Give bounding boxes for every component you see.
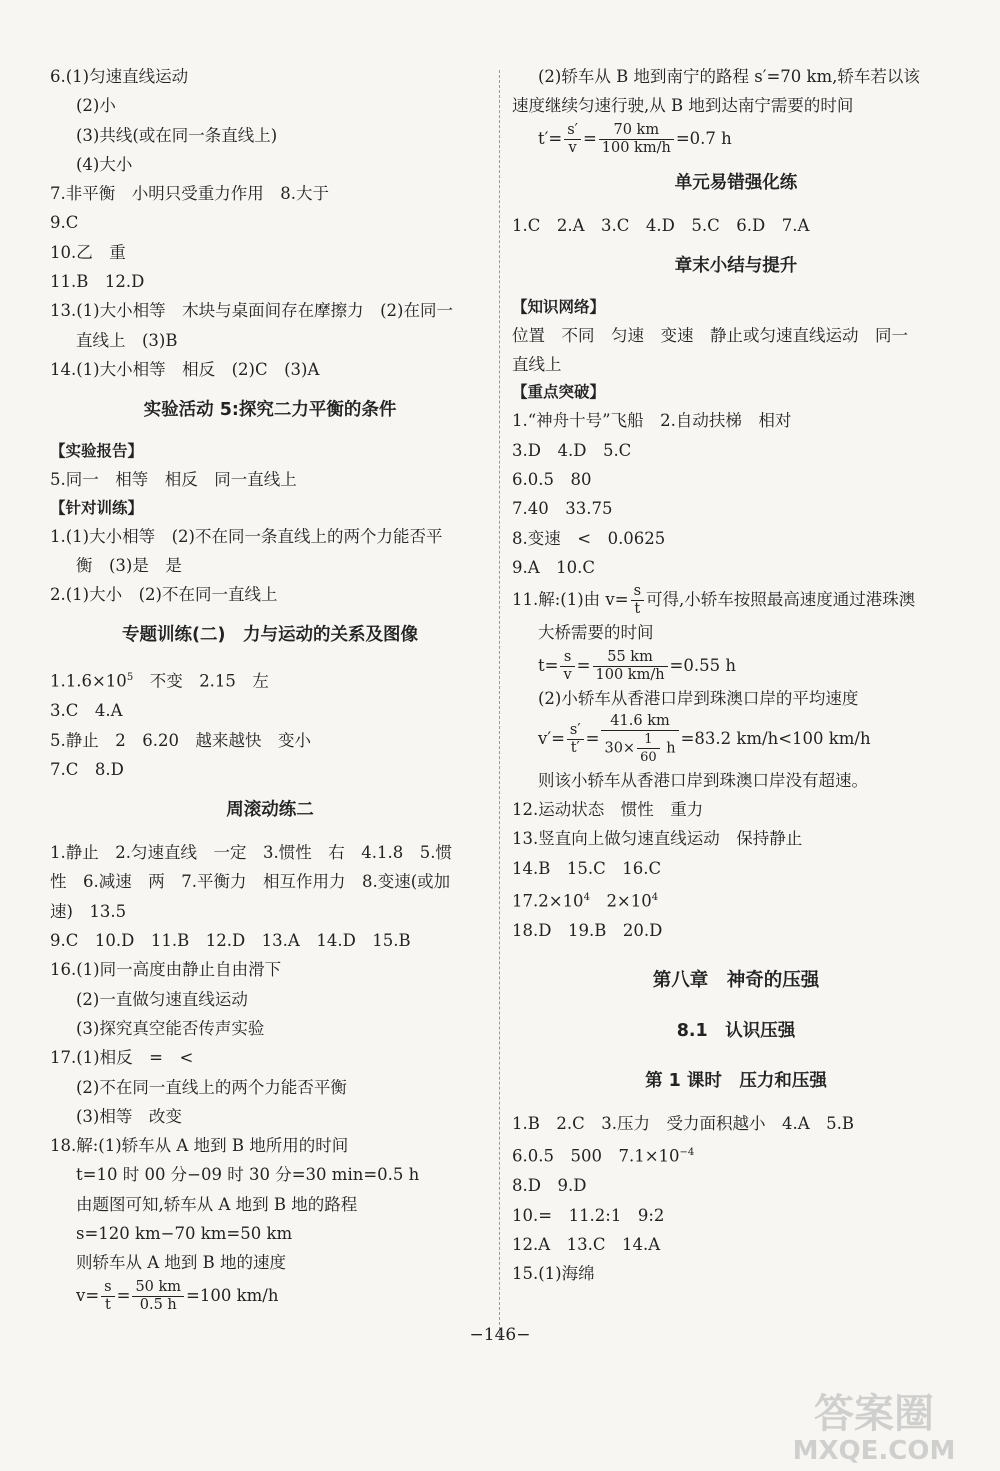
section-heading: 专题训练(二) 力与运动的关系及图像: [122, 625, 418, 646]
section-heading: 周滚动练二: [226, 800, 314, 821]
answer-line: 6.(1)匀速直线运动: [50, 67, 189, 86]
answer-line: [512, 1138, 960, 1171]
superscript: 5: [126, 672, 134, 684]
text: 不变 2.15 左: [133, 671, 269, 691]
answer-line: [512, 582, 960, 618]
equation: [50, 1278, 490, 1314]
lesson-heading: 第 1 课时 压力和压强: [645, 1071, 827, 1092]
denominator: v: [568, 139, 577, 156]
answer-line: 5.静止 2 6.20 越来越快 变小: [50, 730, 311, 750]
answer-line: 7.非平衡 小明只受重力作用 8.大于: [50, 184, 329, 204]
fraction: [599, 122, 674, 157]
answer-line: (4)大小: [76, 154, 133, 174]
answer-line: [512, 883, 960, 916]
answer-line: 6.0.5 80: [512, 470, 592, 490]
eq-text: =: [585, 728, 600, 748]
denominator: t: [634, 601, 641, 618]
eq-text: =100 km/h: [186, 1285, 279, 1305]
answer-line: 9.C 10.D 11.B 12.D 13.A 14.D 15.B: [50, 931, 411, 951]
answer-line: 18.D 19.B 20.D: [512, 920, 663, 940]
denominator: 100 km/h: [595, 666, 665, 683]
section-heading: 实验活动 5:探究二力平衡的条件: [143, 400, 397, 421]
answer-line: 3.C 4.A: [50, 701, 123, 721]
numerator: 70 km: [599, 122, 674, 140]
answer-line: 2.(1)大小 (2)不在同一直线上: [50, 585, 278, 605]
answer-line: 14.(1)大小相等 相反 (2)C (3)A: [50, 359, 320, 379]
section-heading: 8.1 认识压强: [676, 1021, 796, 1042]
section-heading: 章末小结与提升: [674, 255, 798, 276]
numerator: s′: [567, 722, 584, 740]
eq-text: =0.7 h: [675, 128, 732, 148]
eq-text: 11.解:(1)由 v=: [512, 590, 629, 610]
answer-line: (3)相等 改变: [76, 1106, 182, 1126]
eq-text: t=: [538, 655, 559, 675]
answer-line: 12.运动状态 惯性 重力: [512, 800, 704, 820]
answer-line: 10.= 11.2:1 9:2: [512, 1205, 665, 1225]
answer-line: 9.A 10.C: [512, 557, 596, 577]
superscript: −4: [679, 1147, 695, 1159]
answer-line: 12.A 13.C 14.A: [512, 1234, 661, 1254]
equation: [512, 648, 960, 684]
answer-line: 衡 (3)是 是: [76, 555, 182, 575]
denominator: t: [104, 1296, 111, 1313]
watermark-url: MXQE.COM: [792, 1436, 956, 1465]
eq-text: t′=: [538, 128, 563, 148]
fraction: [564, 122, 581, 157]
answer-line: 则轿车从 A 地到 B 地的速度: [76, 1253, 287, 1273]
answer-line: 13.竖直向上做匀速直线运动 保持静止: [512, 829, 803, 849]
fraction: [567, 722, 584, 757]
fraction: [132, 1279, 184, 1314]
answer-line: 1.静止 2.匀速直线 一定 3.惯性 右 4.1.8 5.惯: [50, 843, 452, 863]
equation: [512, 121, 960, 157]
answer-line: 15.(1)海绵: [512, 1264, 595, 1284]
answer-line: 1.B 2.C 3.压力 受力面积越小 4.A 5.B: [512, 1114, 855, 1134]
answer-line: 1.C 2.A 3.C 4.D 5.C 6.D 7.A: [512, 215, 810, 235]
denominator: 100 km/h: [601, 139, 671, 156]
denominator: 0.5 h: [139, 1296, 177, 1313]
numerator: s: [631, 583, 644, 601]
numerator: 41.6 km: [601, 713, 678, 731]
answer-line: 1.“神舟十号”飞船 2.自动扶梯 相对: [512, 411, 792, 431]
page-number: −146−: [469, 1325, 531, 1345]
answer-line: (2)小轿车从香港口岸到珠澳口岸的平均速度: [538, 688, 859, 708]
answer-line: 11.B 12.D: [50, 272, 145, 292]
answer-line: (2)不在同一直线上的两个力能否平衡: [76, 1077, 347, 1097]
answer-line: 性 6.减速 两 7.平衡力 相互作用力 8.变速(或加: [50, 872, 451, 892]
eq-text: 可得,小轿车按照最高速度通过港珠澳: [646, 590, 916, 610]
eq-text: =: [116, 1285, 131, 1305]
numerator: 55 km: [593, 649, 668, 667]
answer-line: 直线上: [512, 355, 562, 375]
denominator: v: [563, 666, 572, 683]
answer-line: 7.40 33.75: [512, 499, 613, 519]
right-column: [512, 62, 960, 1288]
tag-label: 【实验报告】: [50, 442, 144, 461]
eq-text: v′=: [538, 728, 565, 748]
answer-line: 5.同一 相等 相反 同一直线上: [50, 470, 297, 490]
equation: [512, 713, 960, 766]
watermark-text: 答案圈: [814, 1391, 934, 1437]
answer-line: 大桥需要的时间: [538, 623, 654, 643]
section-heading: 单元易错强化练: [674, 172, 798, 193]
answer-line: (2)小: [76, 96, 116, 116]
eq-text: =83.2 km/h<100 km/h: [680, 728, 871, 748]
answer-line: 速) 13.5: [50, 901, 127, 921]
superscript: 4: [651, 892, 659, 904]
answer-line: 8.变速 < 0.0625: [512, 528, 666, 548]
text: 17.2×10: [512, 891, 584, 911]
tag-label: 【针对训练】: [50, 498, 144, 517]
answer-line: 17.(1)相反 = <: [50, 1048, 194, 1068]
answer-line: (2)一直做匀速直线运动: [76, 989, 248, 1009]
answer-line: 由题图可知,轿车从 A 地到 B 地的路程: [76, 1194, 358, 1214]
answer-line: 直线上 (3)B: [76, 330, 178, 350]
numerator: s: [560, 649, 574, 667]
numerator: s: [101, 1279, 114, 1297]
chapter-heading: 第八章 神奇的压强: [652, 970, 820, 992]
column-divider: [499, 70, 500, 1340]
eq-text: v=: [76, 1285, 100, 1305]
answer-line: 则该小轿车从香港口岸到珠澳口岸没有超速。: [538, 770, 868, 790]
text: 2×10: [589, 891, 652, 911]
answer-line: 1.(1)大小相等 (2)不在同一条直线上的两个力能否平: [50, 526, 443, 546]
text: 1.1.6×10: [50, 671, 127, 691]
denominator: 60: [640, 749, 657, 765]
answer-line: [50, 663, 490, 696]
answer-line: 速度继续匀速行驶,从 B 地到达南宁需要的时间: [512, 96, 854, 116]
answer-line: 3.D 4.D 5.C: [512, 440, 632, 460]
watermark-logo: [756, 1385, 992, 1465]
answer-line: 14.B 15.C 16.C: [512, 858, 662, 878]
left-column: [50, 62, 490, 1314]
denominator: t′: [570, 739, 580, 756]
fraction: [631, 583, 644, 618]
eq-text: 30×: [604, 740, 636, 757]
answer-line: 7.C 8.D: [50, 759, 124, 779]
eq-text: =: [576, 655, 591, 675]
answer-line: (2)轿车从 B 地到南宁的路程 s′=70 km,轿车若以该: [538, 67, 920, 86]
answer-line: (3)共线(或在同一条直线上): [76, 125, 278, 145]
fraction: [593, 649, 668, 684]
superscript: 4: [583, 892, 590, 904]
answer-line: 10.乙 重: [50, 242, 126, 262]
tag-label: 【重点突破】: [512, 383, 606, 402]
numerator: s′: [564, 122, 581, 140]
numerator: 1: [637, 731, 660, 749]
numerator: 50 km: [132, 1279, 184, 1297]
answer-line: 9.C: [50, 213, 79, 233]
fraction: [637, 731, 660, 766]
answer-line: t=10 时 00 分−09 时 30 分=30 min=0.5 h: [76, 1165, 420, 1185]
eq-text: =0.55 h: [669, 655, 736, 675]
eq-text: =: [582, 128, 597, 148]
fraction: [101, 1279, 114, 1314]
text: 6.0.5 500 7.1×10: [512, 1146, 680, 1166]
answer-line: (3)探究真空能否传声实验: [76, 1018, 265, 1038]
eq-text: h: [661, 740, 676, 757]
answer-line: 18.解:(1)轿车从 A 地到 B 地所用的时间: [50, 1136, 349, 1156]
tag-label: 【知识网络】: [512, 297, 606, 316]
answer-line: 8.D 9.D: [512, 1176, 587, 1196]
answer-line: 16.(1)同一高度由静止自由滑下: [50, 960, 282, 980]
answer-line: s=120 km−70 km=50 km: [76, 1224, 293, 1243]
answer-line: 位置 不同 匀速 变速 静止或匀速直线运动 同一: [512, 325, 908, 345]
fraction: [601, 713, 678, 766]
denominator: [601, 731, 678, 766]
answer-line: 13.(1)大小相等 木块与桌面间存在摩擦力 (2)在同一: [50, 301, 453, 321]
fraction: [560, 649, 574, 684]
